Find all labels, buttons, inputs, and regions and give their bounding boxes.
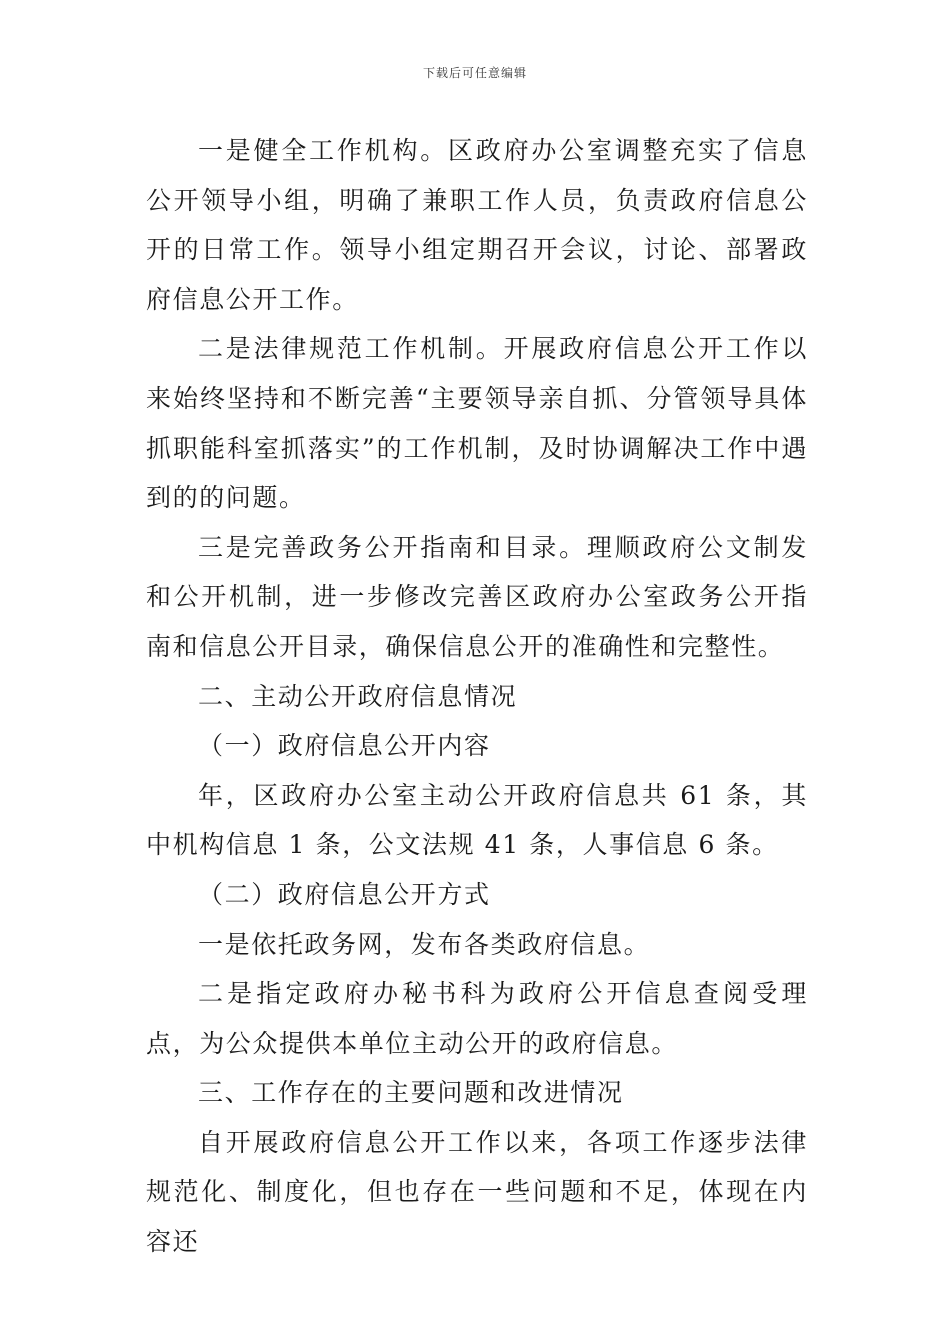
document-body <box>146 126 808 1267</box>
section-heading-proactive-disclosure: 二、主动公开政府信息情况 <box>198 681 518 711</box>
paragraph-inquiry-point: 二是指定政府办秘书科为政府公开信息查阅受理点，为公众提供本单位主动公开的政府信息。 <box>146 979 808 1058</box>
header-note: 下载后可任意编辑 <box>422 66 527 80</box>
paragraph-guide-and-catalog: 三是完善政务公开指南和目录。理顺政府公文制发和公开机制，进一步修改完善区政府办公室政务公开指南和信息公开目录，确保信息公开的准确性和完整性。 <box>146 532 808 661</box>
subsection-heading-disclosure-content: （一）政府信息公开内容 <box>198 731 491 761</box>
section-heading-problems-and-improvements: 三、工作存在的主要问题和改进情况 <box>198 1078 624 1108</box>
paragraph-problems: 自开展政府信息公开工作以来，各项工作逐步法律规范化、制度化，但也存在一些问题和不足，体现在内容还 <box>146 1127 808 1257</box>
paragraph-government-website: 一是依托政务网，发布各类政府信息。 <box>198 929 651 959</box>
paragraph-work-mechanism: 二是法律规范工作机制。开展政府信息公开工作以来始终坚持和不断完善“主要领导亲自抓、分管领导具体抓职能科室抓落实”的工作机制，及时协调解决工作中遇到的的问题。 <box>146 334 808 513</box>
paragraph-disclosure-counts: 年，区政府办公室主动公开政府信息共 61 条，其中机构信息 1 条，公文法规 41 条，人事信息 6 条。 <box>146 780 808 860</box>
subsection-heading-disclosure-methods: （二）政府信息公开方式 <box>198 879 491 909</box>
paragraph-improve-organization: 一是健全工作机构。区政府办公室调整充实了信息公开领导小组，明确了兼职工作人员，负责政府信息公开的日常工作。领导小组定期召开会议，讨论、部署政府信息公开工作。 <box>146 136 808 314</box>
